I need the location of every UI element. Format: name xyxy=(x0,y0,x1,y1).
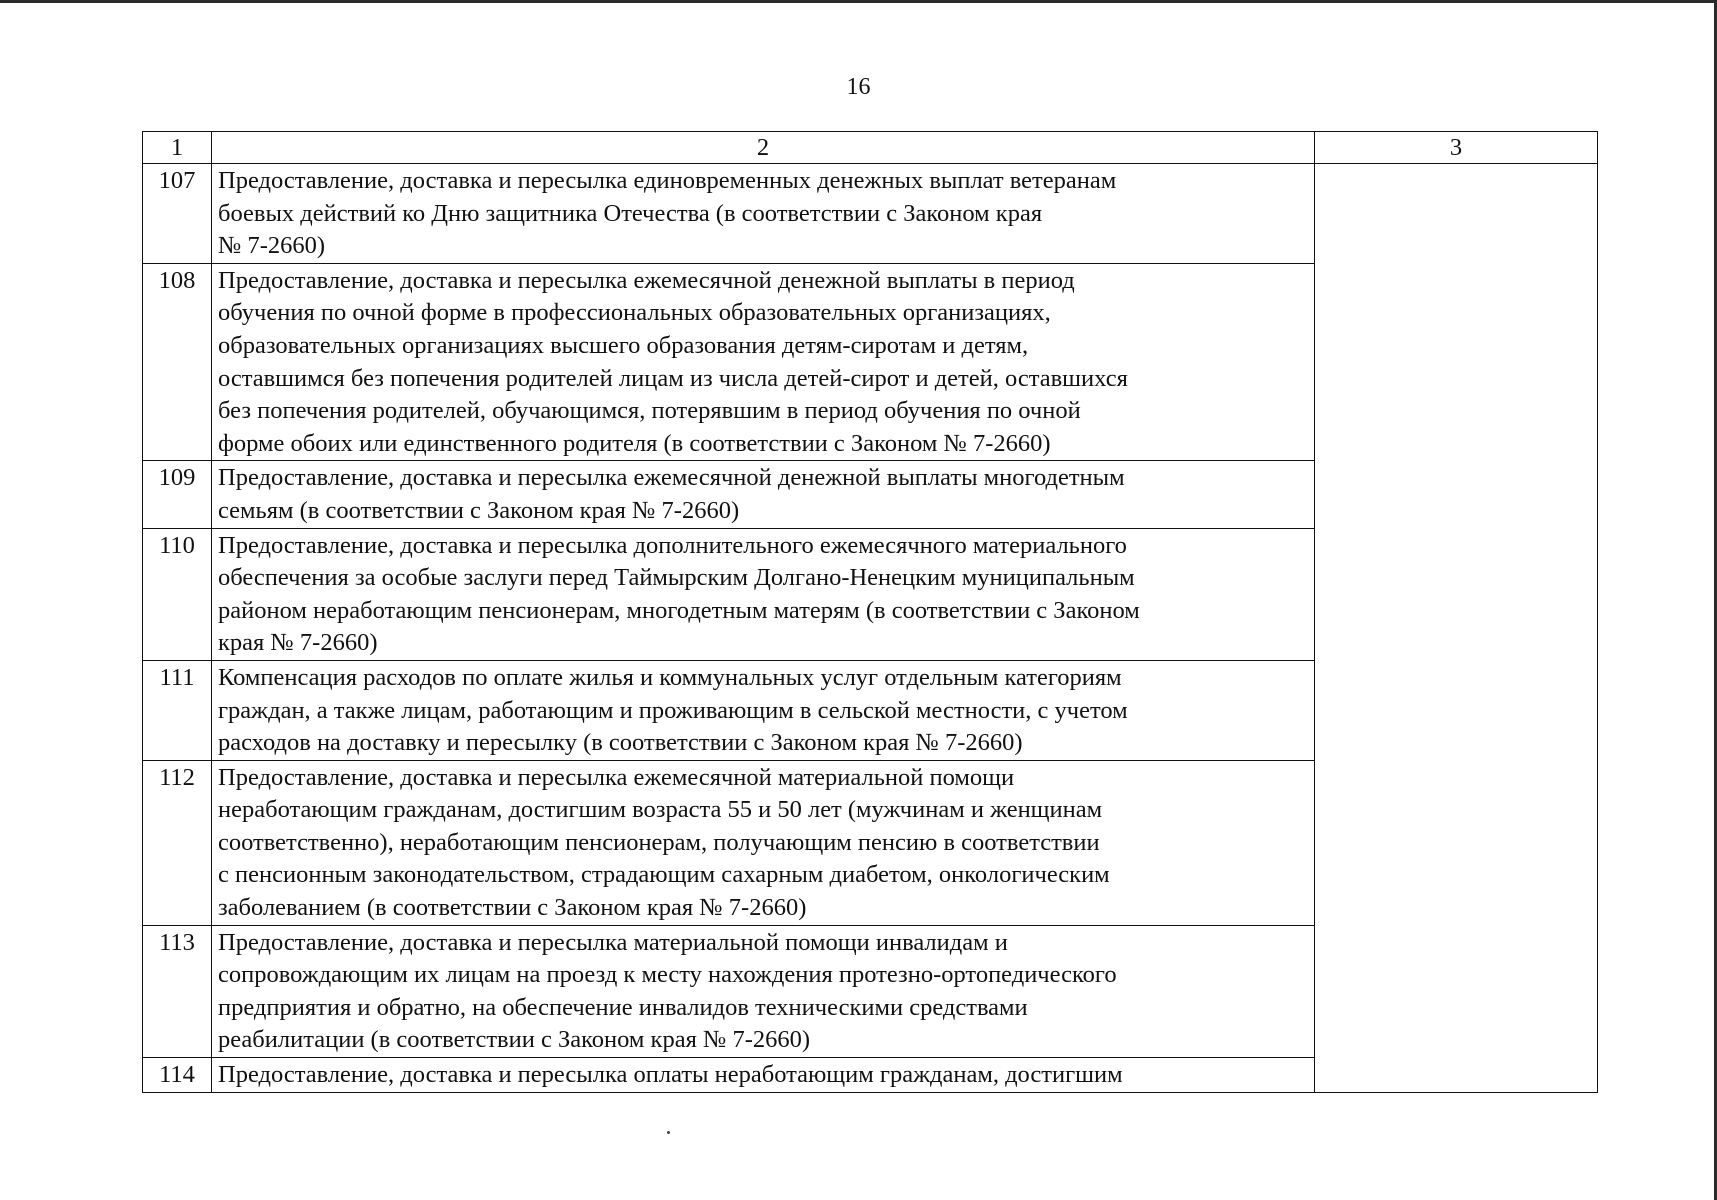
row-number: 112 xyxy=(143,760,212,925)
row-description xyxy=(212,164,1315,264)
row-description xyxy=(212,263,1315,461)
description-line: сопровождающим их лицам на проезд к месту нахождения протезно-ортопедического xyxy=(218,961,1117,989)
services-table xyxy=(142,131,1598,1093)
description-line: Компенсация расходов по оплате жилья и коммунальных услуг отдельным категориям xyxy=(218,663,1122,691)
description-line: форме обоих или единственного родителя (в соответствии с Законом № 7-2660) xyxy=(218,429,1051,457)
description-line: оставшимся без попечения родителей лицам из числа детей-сирот и детей, оставшихся xyxy=(218,364,1128,392)
description-line: обеспечения за особые заслуги перед Таймырским Долгано-Ненецким муниципальным xyxy=(218,564,1135,592)
row-description xyxy=(212,1058,1315,1093)
description-line: расходов на доставку и пересылку (в соответствии с Законом края № 7-2660) xyxy=(218,729,1023,757)
column-header-1: 1 xyxy=(143,132,212,164)
description-line: неработающим гражданам, достигшим возраста 55 и 50 лет (мужчинам и женщинам xyxy=(218,796,1103,824)
description-line: заболеванием (в соответствии с Законом края № 7-2660) xyxy=(218,894,807,922)
description-line: Предоставление, доставка и пересылка оплаты неработающим гражданам, достигшим xyxy=(218,1061,1123,1089)
row-number: 107 xyxy=(143,164,212,264)
row-description xyxy=(212,925,1315,1057)
description-line: семьям (в соответствии с Законом края № 7-2660) xyxy=(218,496,740,524)
description-line: Предоставление, доставка и пересылка ежемесячной денежной выплаты многодетным xyxy=(218,464,1125,492)
page-number: 16 xyxy=(846,74,871,100)
scan-edge-top xyxy=(0,0,1717,3)
description-line: Предоставление, доставка и пересылка ежемесячной материальной помощи xyxy=(218,763,1015,791)
description-line: края № 7-2660) xyxy=(218,629,378,657)
row-description xyxy=(212,660,1315,760)
row-description xyxy=(212,760,1315,925)
description-line: реабилитации (в соответствии с Законом края № 7-2660) xyxy=(218,1026,811,1054)
description-line: районом неработающим пенсионерам, многодетным матерям (в соответствии с Законом xyxy=(218,596,1140,624)
description-line: Предоставление, доставка и пересылка дополнительного ежемесячного материального xyxy=(218,531,1127,559)
description-line: Предоставление, доставка и пересылка ежемесячной денежной выплаты в период xyxy=(218,266,1075,294)
description-line: Предоставление, доставка и пересылка материальной помощи инвалидам и xyxy=(218,928,1008,956)
row-number: 111 xyxy=(143,660,212,760)
row-number: 109 xyxy=(143,461,212,528)
row-description xyxy=(212,461,1315,528)
description-line: № 7-2660) xyxy=(218,232,326,260)
description-line: обучения по очной форме в профессиональных образовательных организациях, xyxy=(218,299,1051,327)
table-row xyxy=(143,164,1598,264)
description-line: предприятия и обратно, на обеспечение инвалидов техническими средствами xyxy=(218,993,1028,1021)
description-line: образовательных организациях высшего образования детям-сиротам и детям, xyxy=(218,331,1029,359)
description-line: Предоставление, доставка и пересылка единовременных денежных выплат ветеранам xyxy=(218,167,1117,194)
scan-speck xyxy=(667,1131,670,1134)
description-line: граждан, а также лицам, работающим и проживающим в сельской местности, с учетом xyxy=(218,696,1128,724)
description-line: боевых действий ко Дню защитника Отечества (в соответствии с Законом края xyxy=(218,199,1043,227)
row-number: 108 xyxy=(143,263,212,461)
row-number: 114 xyxy=(143,1058,212,1093)
description-line: с пенсионным законодательством, страдающим сахарным диабетом, онкологическим xyxy=(218,861,1110,889)
column-header-2: 2 xyxy=(212,132,1315,164)
table-header-row xyxy=(143,132,1598,164)
row-number: 110 xyxy=(143,528,212,660)
row-description xyxy=(212,528,1315,660)
description-line: без попечения родителей, обучающимся, потерявшим в период обучения по очной xyxy=(218,397,1081,425)
description-line: соответственно), неработающим пенсионерам, получающим пенсию в соответствии xyxy=(218,828,1100,856)
row-number: 113 xyxy=(143,925,212,1057)
column-3-cell xyxy=(1315,164,1598,1093)
column-header-3: 3 xyxy=(1315,132,1598,164)
